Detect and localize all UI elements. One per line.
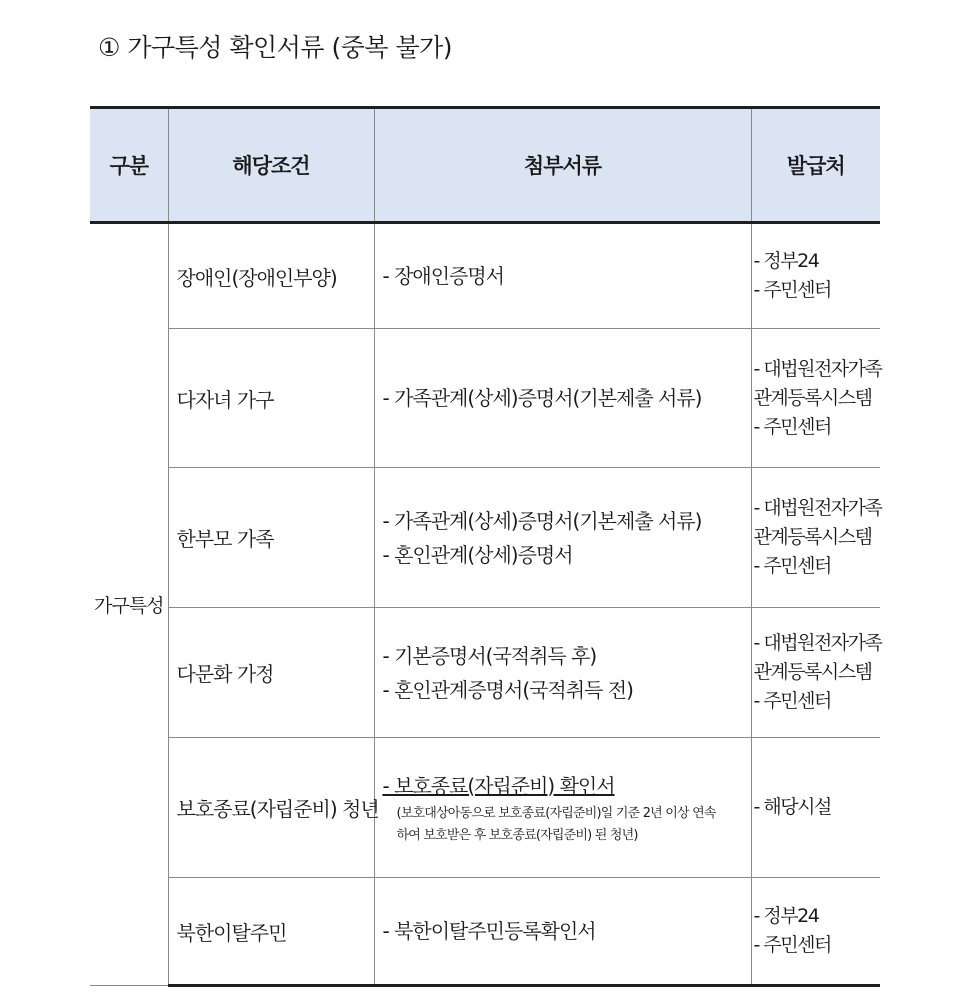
section-heading: ① 가구특성 확인서류 (중복 불가) xyxy=(98,33,453,62)
issuer-cell xyxy=(751,329,880,468)
documents-cell xyxy=(374,468,751,608)
issuer-item: - 정부24 xyxy=(753,905,819,927)
issuer-item: - 정부24 xyxy=(753,250,819,272)
document-item: - 가족관계(상세)증명서(기본제출 서류) xyxy=(382,386,702,410)
document-table xyxy=(90,106,880,987)
issuer-item: 관계등록시스템 xyxy=(753,526,872,548)
issuer-cell xyxy=(751,468,880,608)
condition-cell: 장애인(장애인부양) xyxy=(168,223,374,329)
category-cell: 가구특성 xyxy=(90,223,168,986)
issuer-item: - 주민센터 xyxy=(753,279,831,301)
issuer-item: - 대법원전자가족 xyxy=(753,632,882,654)
document-item: - 혼인관계증명서(국적취득 전) xyxy=(382,677,633,702)
header-issuer: 발급처 xyxy=(751,108,880,223)
condition-cell: 다자녀 가구 xyxy=(168,329,374,468)
issuer-item: 관계등록시스템 xyxy=(753,661,872,683)
document-item: - 기본증명서(국적취득 후) xyxy=(382,643,597,668)
table-row xyxy=(90,329,880,468)
table-row xyxy=(90,608,880,738)
issuer-item: - 주민센터 xyxy=(753,415,831,438)
table-row xyxy=(90,738,880,878)
condition-cell: 북한이탈주민 xyxy=(168,878,374,986)
condition-cell: 다문화 가정 xyxy=(168,608,374,738)
documents-cell xyxy=(374,738,751,878)
header-category: 구분 xyxy=(90,108,168,223)
condition-cell: 한부모 가족 xyxy=(168,468,374,608)
issuer-cell xyxy=(751,738,880,878)
header-documents: 첨부서류 xyxy=(374,108,751,223)
issuer-cell xyxy=(751,223,880,329)
documents-cell xyxy=(374,329,751,468)
document-item: - 혼인관계(상세)증명서 xyxy=(382,542,573,567)
table-row xyxy=(90,878,880,986)
table-row xyxy=(90,223,880,329)
condition-cell: 보호종료(자립준비) 청년 xyxy=(168,738,374,878)
document-note: (보호대상아동으로 보호종료(자립준비)일 기준 2년 이상 연속 xyxy=(396,805,716,821)
table-header-row xyxy=(90,108,880,223)
issuer-item: 관계등록시스템 xyxy=(753,386,872,409)
issuer-item: - 해당시설 xyxy=(753,796,831,818)
documents-cell xyxy=(374,878,751,986)
issuer-item: - 주민센터 xyxy=(753,690,831,712)
document-item: - 가족관계(상세)증명서(기본제출 서류) xyxy=(382,508,702,533)
document-item: - 장애인증명서 xyxy=(382,264,504,288)
table-row xyxy=(90,468,880,608)
documents-cell xyxy=(374,608,751,738)
document-item: - 보호종료(자립준비) 확인서 xyxy=(382,773,615,798)
issuer-cell xyxy=(751,878,880,986)
issuer-item: - 대법원전자가족 xyxy=(753,357,882,380)
issuer-cell xyxy=(751,608,880,738)
documents-cell xyxy=(374,223,751,329)
header-condition: 해당조건 xyxy=(168,108,374,223)
issuer-item: - 대법원전자가족 xyxy=(753,497,882,519)
issuer-item: - 주민센터 xyxy=(753,555,831,577)
document-item: - 북한이탈주민등록확인서 xyxy=(382,919,596,943)
document-note: 하여 보호받은 후 보호종료(자립준비) 된 청년) xyxy=(396,827,638,843)
issuer-item: - 주민센터 xyxy=(753,934,831,956)
